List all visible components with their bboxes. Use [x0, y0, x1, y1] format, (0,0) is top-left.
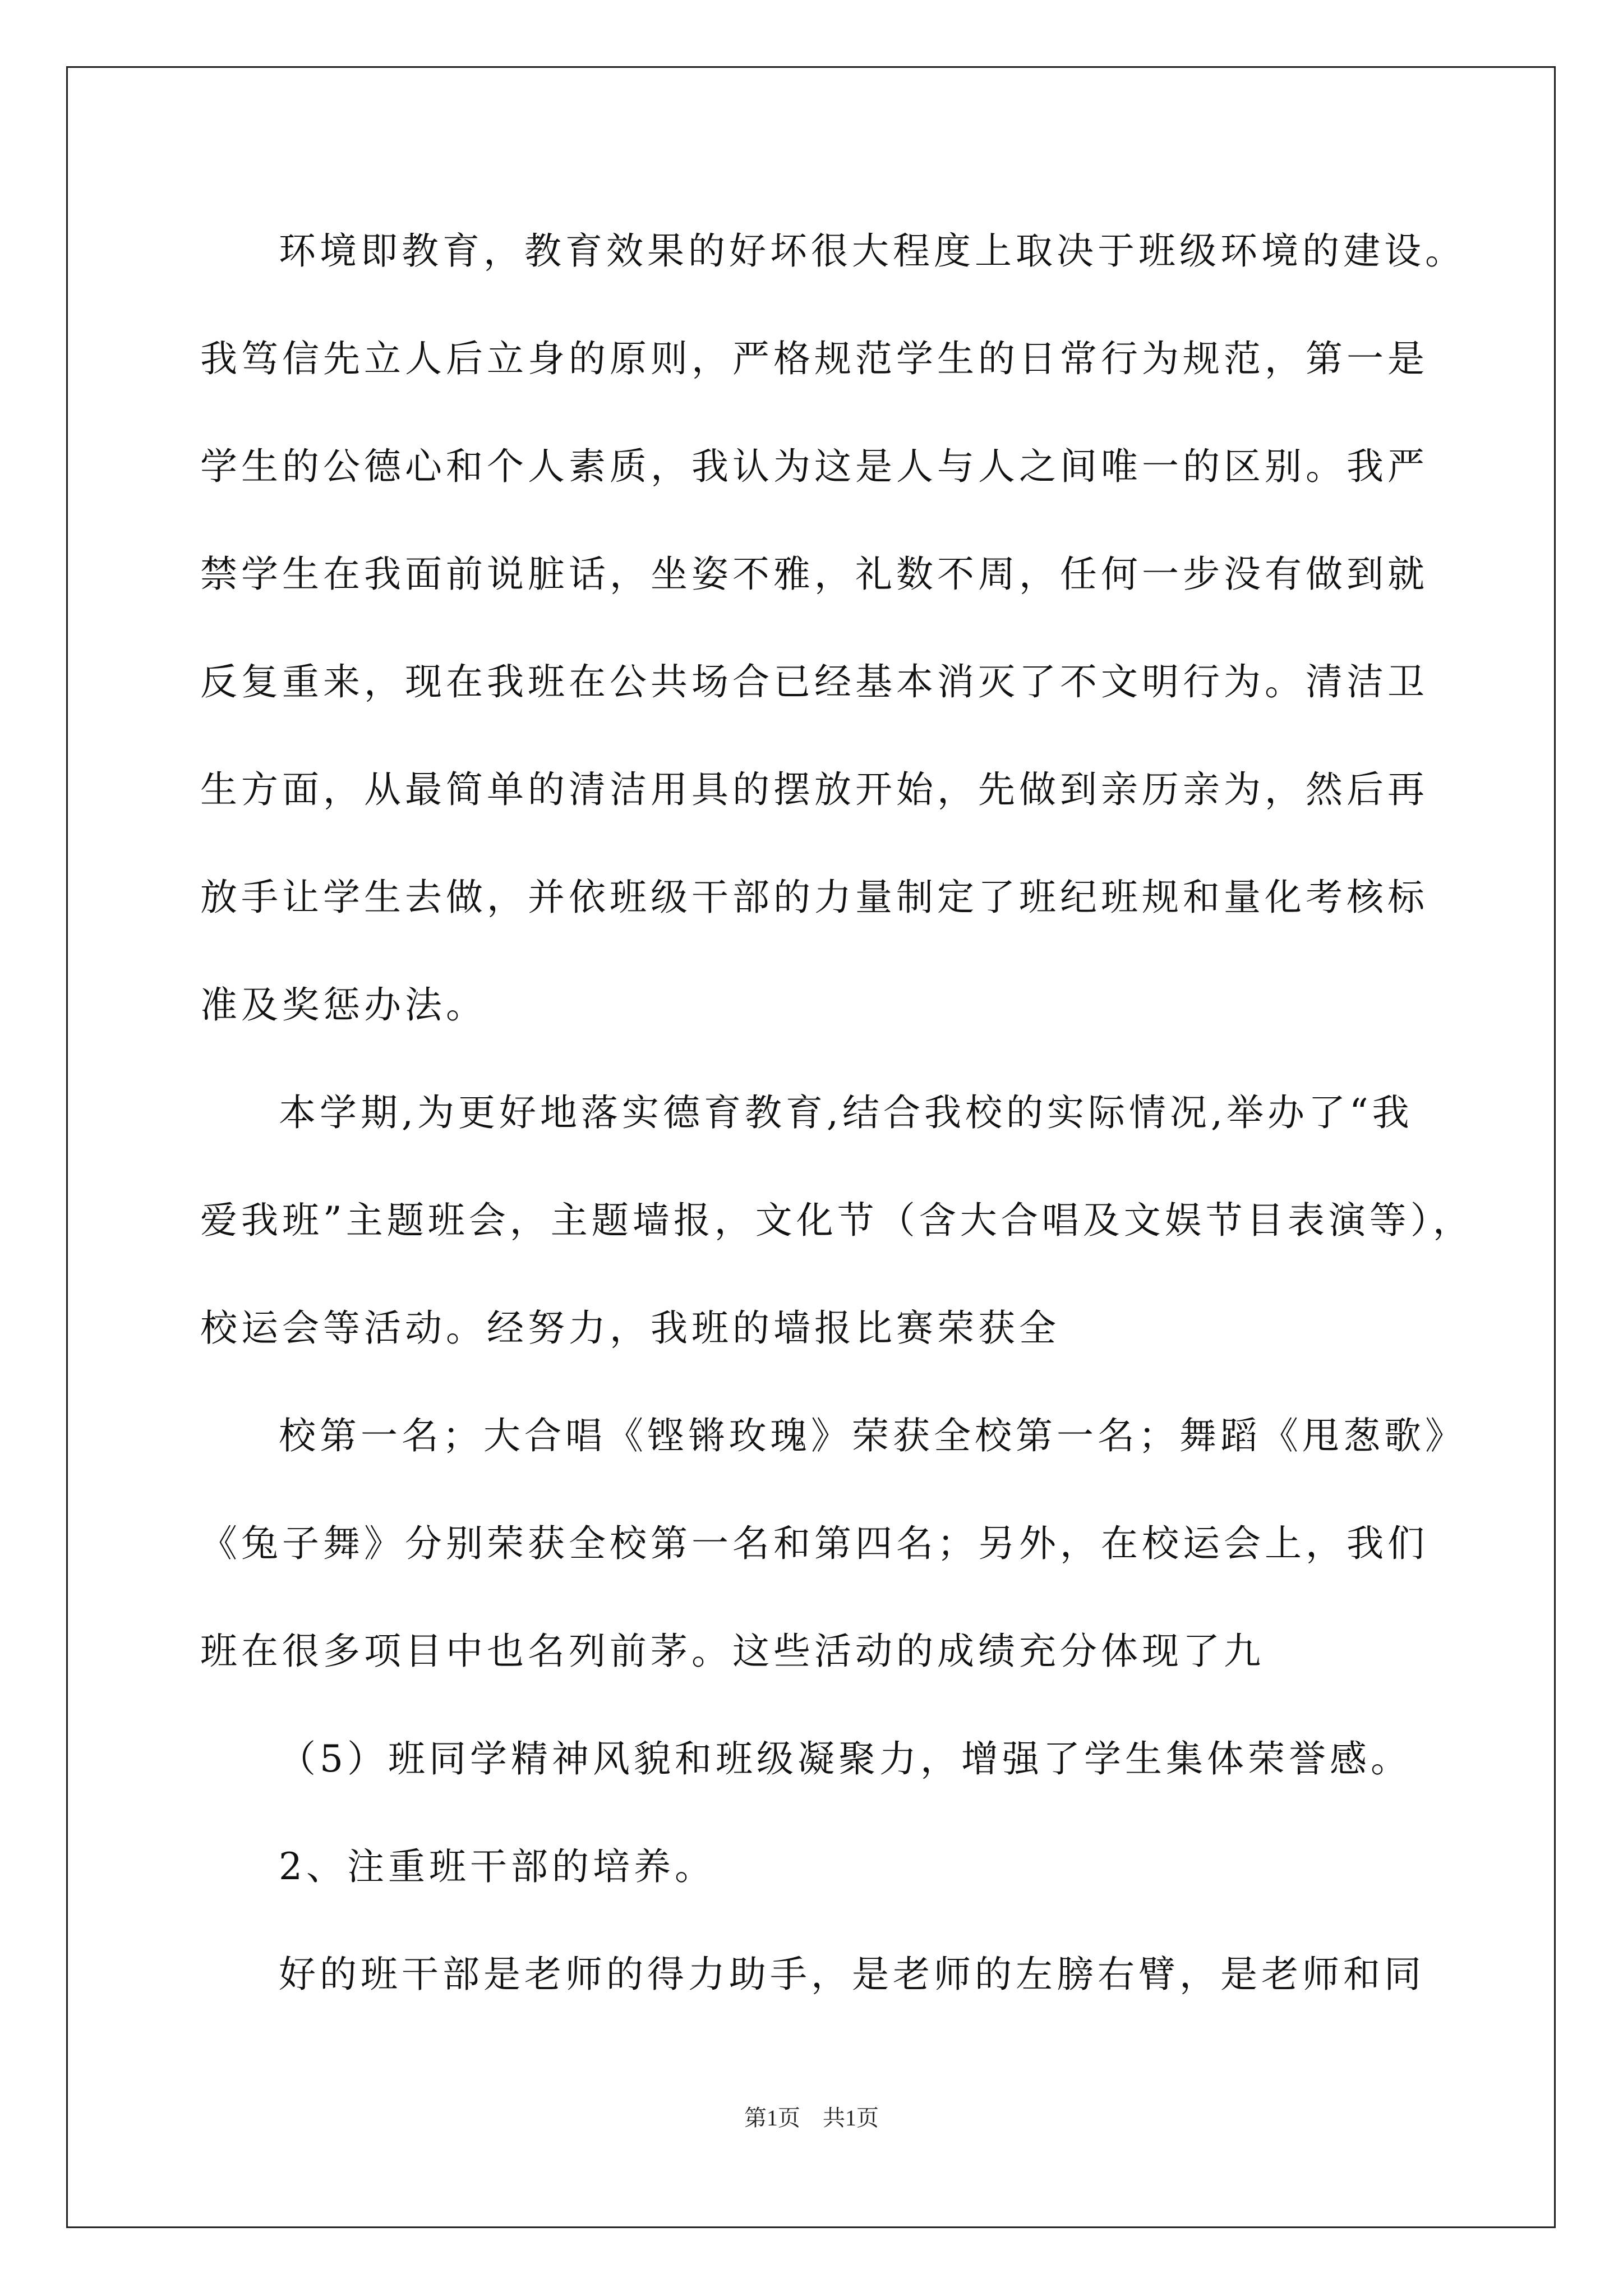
text-line: 校第一名；大合唱《铿锵玫瑰》荣获全校第一名；舞蹈《甩葱歌》 — [279, 1414, 1466, 1457]
page-number-footer: 第1页 共1页 — [744, 2105, 879, 2131]
text-line: 我笃信先立人后立身的原则，严格规范学生的日常行为规范，第一是 — [200, 337, 1428, 380]
text-line: （5）班同学精神风貌和班级凝聚力，增强了学生集体荣誉感。 — [279, 1737, 1412, 1780]
text-line: 反复重来，现在我班在公共场合已经基本消灭了不文明行为。清洁卫 — [200, 660, 1428, 703]
text-line: 好的班干部是老师的得力助手，是老师的左膀右臂，是老师和同 — [279, 1953, 1425, 1996]
text-line: 准及奖惩办法。 — [200, 983, 487, 1027]
text-line: 爱我班”主题班会，主题墙报，文化节（含大合唱及文娱节目表演等）， — [200, 1199, 1474, 1242]
text-line: 禁学生在我面前说脏话，坐姿不雅，礼数不周，任何一步没有做到就 — [200, 553, 1428, 596]
text-line: 校运会等活动。经努力，我班的墙报比赛荣获全 — [200, 1306, 1060, 1350]
text-line: 2、注重班干部的培养。 — [279, 1845, 716, 1888]
text-line: 放手让学生去做，并依班级干部的力量制定了班纪班规和量化考核标 — [200, 876, 1428, 919]
text-line: 班在很多项目中也名列前茅。这些活动的成绩充分体现了九 — [200, 1630, 1265, 1673]
text-line: 生方面，从最简单的清洁用具的摆放开始，先做到亲历亲为，然后再 — [200, 768, 1428, 811]
text-line: 本学期,为更好地落实德育教育,结合我校的实际情况,举办了“我 — [279, 1091, 1413, 1134]
page-frame — [66, 66, 1556, 2228]
text-line: 环境即教育，教育效果的好坏很大程度上取决于班级环境的建设。 — [279, 229, 1466, 273]
text-line: 《兔子舞》分别荣获全校第一名和第四名；另外，在校运会上，我们 — [200, 1522, 1428, 1565]
text-line: 学生的公德心和个人素质，我认为这是人与人之间唯一的区别。我严 — [200, 445, 1428, 488]
